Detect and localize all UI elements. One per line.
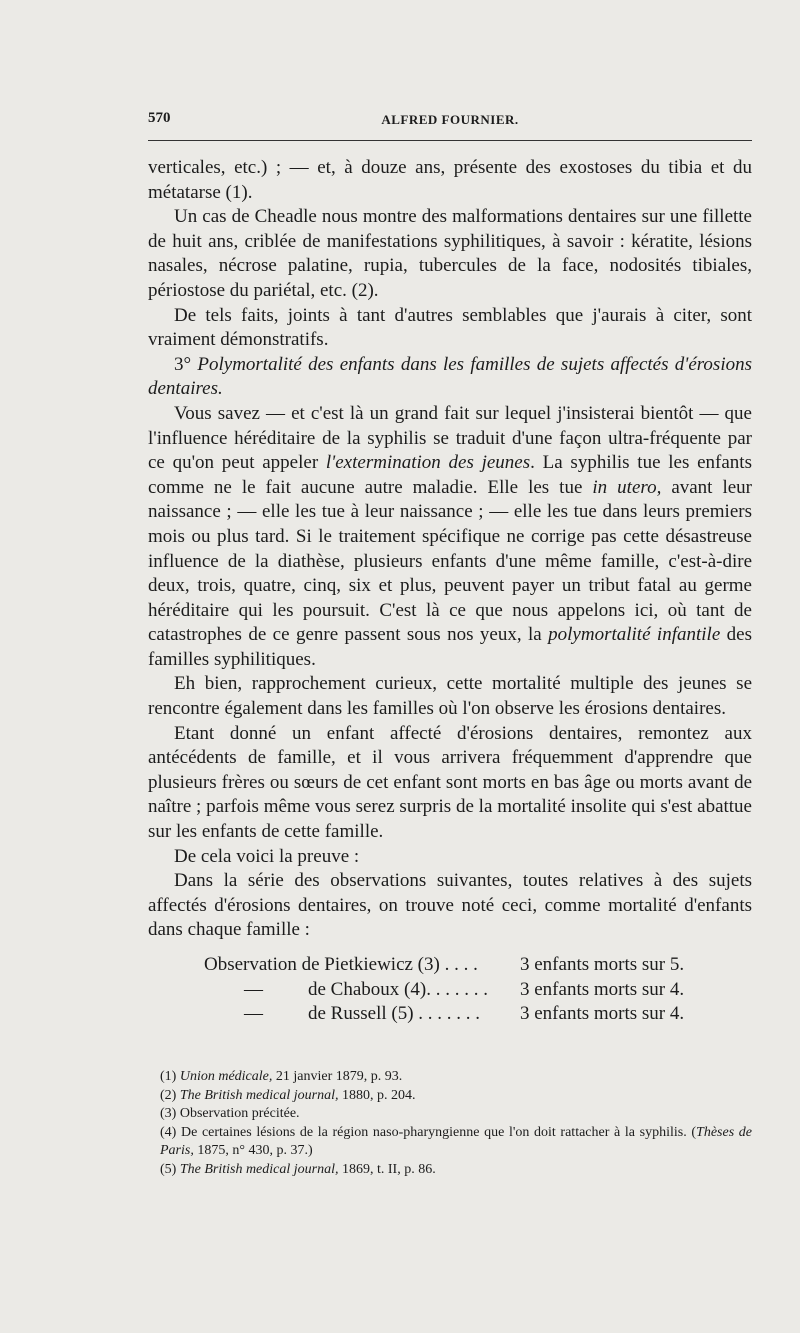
paragraph: Dans la série des observations suivantes, toutes relatives à des sujets affectés d'érosions dentaires, on trouve noté ceci, comme mortalité d'enfants dans chaque famille : — [148, 870, 752, 941]
italic-run: l'extermination des jeunes — [325, 452, 531, 474]
observation-label: de Chaboux (4). . . . . . . — [308, 978, 488, 1000]
footnote-title: The British medical journal, — [179, 1161, 339, 1177]
footnote-text: 1869, t. II, p. 86. — [338, 1161, 436, 1177]
footnote-number: (1) — [160, 1069, 177, 1084]
observation-row — [148, 1002, 752, 1027]
footnote — [160, 1124, 752, 1161]
footnote-title: Union médicale, — [179, 1069, 273, 1084]
footnote — [160, 1087, 752, 1106]
observation-result: 3 enfants morts sur 4. — [520, 978, 685, 1000]
section-number: 3° — [174, 353, 192, 375]
paragraph: Un cas de Cheadle nous montre des malformations dentaires sur une fillette de huit ans, criblée de manifestations syphilitiques, à savoir : kératite, lésions nasales, nécrose palatine, rupia, tubercules de la face, nodosités tibiales, périostose du pariétal, etc. (2). — [148, 206, 752, 301]
footnote-number: (5) — [160, 1161, 177, 1177]
text-run: des familles syphilitiques. — [148, 624, 753, 670]
page-number: 570 — [148, 110, 171, 126]
observation-row — [148, 978, 752, 1003]
italic-run: polymortalité infantile — [548, 624, 721, 646]
running-head: ALFRED FOURNIER. — [381, 112, 519, 127]
paragraph: Etant donné un enfant affecté d'érosions dentaires, remontez aux antécédents de famille, et il vous arrivera fréquemment d'apprendre que plusieurs frères ou sœurs de cet enfant sont morts en bas âge ou morts avant de naître ; parfois même vous serez surpris de la mortalité insolite qui s'est abattue sur les enfants de cette famille. — [148, 722, 752, 843]
footnote-text: 1880, p. 204. — [338, 1087, 416, 1103]
paragraph — [148, 402, 752, 673]
paragraph: De tels faits, joints à tant d'autres semblables que j'aurais à citer, sont vraiment démonstratifs. — [148, 304, 752, 351]
footnote-number: (2) — [160, 1087, 177, 1103]
footnote — [160, 1161, 752, 1180]
footnote-number: (3) — [160, 1106, 177, 1122]
observation-result: 3 enfants morts sur 4. — [520, 1003, 685, 1025]
footnotes — [160, 1068, 752, 1180]
footnote-text: Observation précitée. — [179, 1106, 300, 1122]
footnote-text: 1875, n° 430, p. 37.) — [193, 1143, 313, 1159]
text-run: . La syphilis tue les enfants comme ne le fait aucune autre maladie. Elle les tue — [148, 452, 752, 498]
section-heading — [148, 353, 752, 402]
observation-result: 3 enfants morts sur 5. — [520, 954, 685, 975]
header-rule — [148, 140, 752, 141]
text-run: avant leur naissance ; — elle les tue à leur naissance ; — elle les tue dans leurs premiers mois ou plus tard. Si le traitement spécifique ne corrige pas cette désastreuse influence de la diathèse, plusieurs enfants d'une même famille, c'est-à-dire deux, trois, quatre, cinq, six et plus, peuvent payer un tribut fatal au germe héréditaire qui les poursuit. C'est là ce que nous appelons ici, où tant de catastrophes de ce genre passent sous nos yeux, la — [148, 476, 752, 646]
paragraph: De cela voici la preuve : — [174, 845, 360, 867]
footnote-text: De certaines lésions de la région naso-pharyngienne que l'on doit rattacher à la syphilis. ( — [180, 1124, 697, 1140]
footnote — [160, 1105, 752, 1124]
footnote-title: Thèses de Paris, — [160, 1124, 753, 1159]
footnote — [160, 1068, 752, 1087]
ditto-dash: — — [244, 1003, 263, 1025]
paragraph: verticales, etc.) ; — et, à douze ans, présente des exostoses du tibia et du métatarse (1). — [148, 157, 752, 203]
text-run: Vous savez — et c'est là un grand fait sur lequel j'insisterai bientôt — que l'influence héréditaire de la syphilis se traduit d'une façon ultra-fréquente par ce qu'on peut appeler — [148, 402, 752, 474]
footnote-number: (4) — [160, 1124, 177, 1140]
footnote-text: 21 janvier 1879, p. 93. — [272, 1069, 403, 1084]
section-title: Polymortalité des enfants dans les familles de sujets affectés d'érosions dentaires. — [148, 353, 753, 400]
footnote-title: The British medical journal, — [179, 1087, 339, 1103]
observation-label: de Russell (5) . . . . . . . — [308, 1003, 481, 1025]
ditto-dash: — — [244, 978, 263, 1000]
italic-run: in utero, — [592, 476, 662, 498]
main-text — [148, 156, 752, 1027]
observation-label: Observation de Pietkiewicz (3) . . . . — [204, 954, 478, 975]
paragraph: Eh bien, rapprochement curieux, cette mortalité multiple des jeunes se rencontre également dans les familles où l'on observe les érosions dentaires. — [148, 673, 752, 720]
observation-row — [148, 953, 752, 978]
